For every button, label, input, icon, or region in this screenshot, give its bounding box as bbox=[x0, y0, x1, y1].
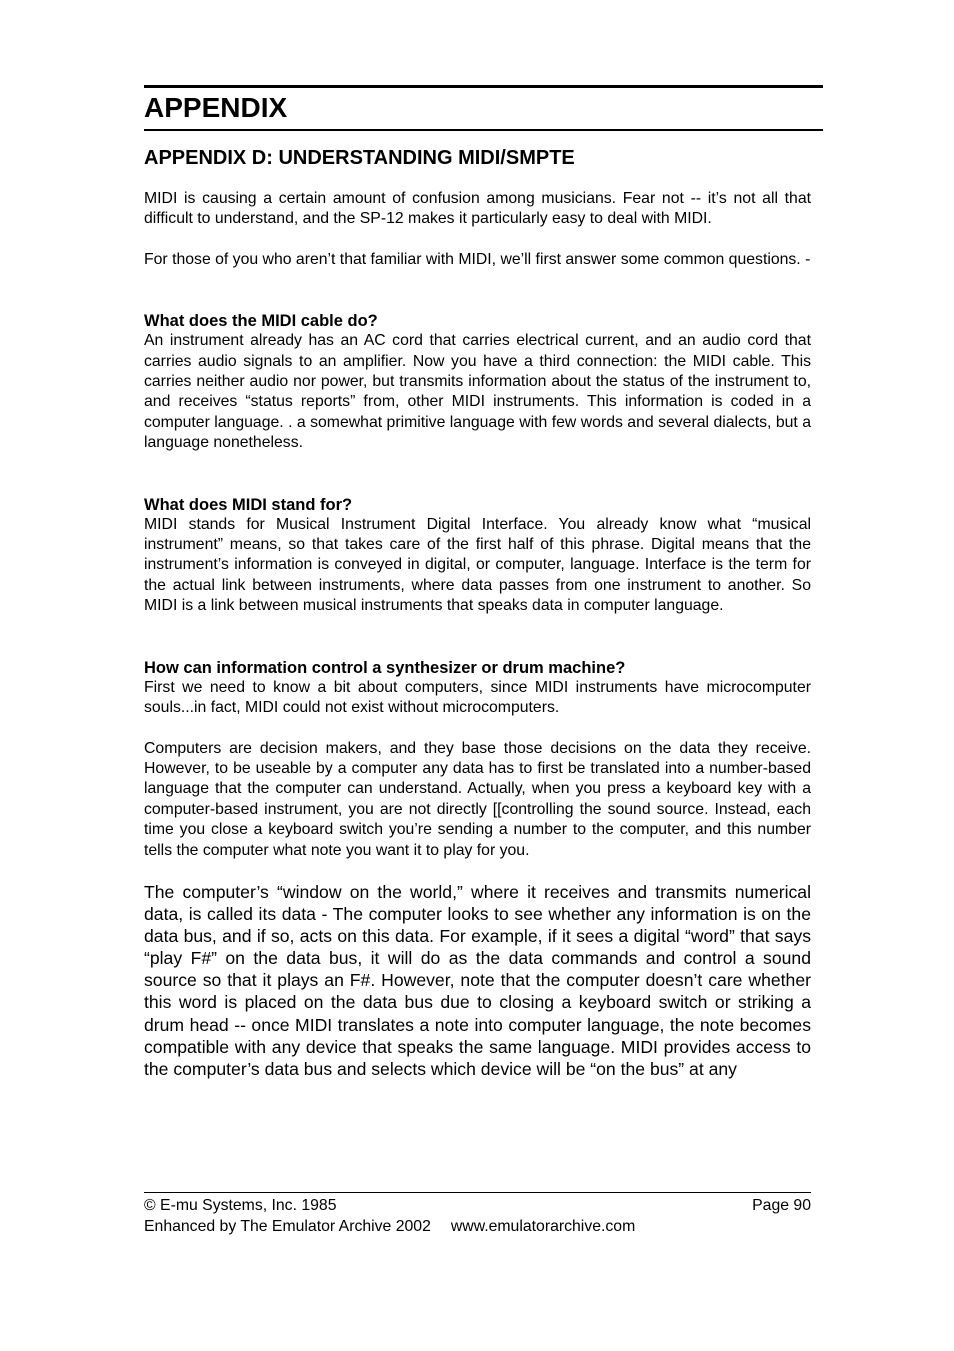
page-number: Page 90 bbox=[752, 1197, 811, 1214]
chapter-title: APPENDIX bbox=[144, 92, 288, 123]
title-rule bbox=[144, 129, 823, 131]
question-heading: What does the MIDI cable do? bbox=[144, 312, 378, 331]
page-body bbox=[144, 145, 811, 1080]
website-text: www.emulatorarchive.com bbox=[450, 1217, 636, 1235]
answer-paragraph: An instrument already has an AC cord that carries electrical current, and an audio cord that carries audio signals to an amplifier. Now you have a third connection: the MIDI cable. This carries neither audio nor power, but transmits information about the status of the instrument to, and receives “status reports” from, other MIDI instruments. This information is coded in a computer language. . a somewhat primitive language with few words and several dialects, but a language nonetheless. bbox=[144, 332, 811, 452]
answer-paragraph: First we need to know a bit about computers, since MIDI instruments have microcomputer souls...in fact, MIDI could not exist without microcomputers. bbox=[144, 678, 811, 717]
section-title: APPENDIX D: UNDERSTANDING MIDI/SMPTE bbox=[144, 147, 575, 169]
answer-paragraph: Computers are decision makers, and they base those decisions on the data they receive. However, to be useable by a computer any data has to first be translated into a number-based language that the computer can understand. Actually, when you press a keyboard key with a computer-based instrument, you are not directly [[controlling the sound source. Instead, each time you close a keyboard switch you’re sending a number to the computer, and this number tells the computer what note you want it to play for you. bbox=[144, 739, 811, 859]
footer-rule bbox=[144, 1192, 811, 1193]
question-heading: How can information control a synthesizer or drum machine? bbox=[144, 658, 626, 677]
top-rule bbox=[144, 85, 823, 88]
question-heading: What does MIDI stand for? bbox=[144, 495, 353, 514]
faq-section bbox=[144, 495, 811, 617]
faq-section bbox=[144, 311, 811, 453]
copyright-text: © E-mu Systems, Inc. 1985 bbox=[144, 1197, 337, 1214]
faq-section bbox=[144, 658, 811, 1080]
answer-paragraph: MIDI stands for Musical Instrument Digital Interface. You already know what “musical instrument” means, so that takes care of the first half of this phrase. Digital means that the instrument’s information is conveyed in digital, or computer, language. Interface is the term for the actual link between instruments, where data passes from one instrument to another. So MIDI is a link between musical instruments that speaks data in computer language. bbox=[144, 515, 811, 615]
enhanced-by-text: Enhanced by The Emulator Archive 2002 bbox=[144, 1217, 431, 1235]
page-footer bbox=[144, 1196, 811, 1237]
intro-paragraph: MIDI is causing a certain amount of confusion among musicians. Fear not -- it’s not all that difficult to understand, and the SP-12 makes it particularly easy to deal with MIDI. bbox=[144, 190, 811, 228]
answer-paragraph-large: The computer’s “window on the world,” where it receives and transmits numerical data, is called its data - The computer looks to see whether any information is on the data bus, and if so, acts on this data. For example, if it sees a digital “word” that says “play F#” on the data bus, it will do as the data commands and control a sound source so that it plays an F#. However, note that the computer doesn’t care whether this word is placed on the data bus due to closing a keyboard switch or striking a drum head -- once MIDI translates a note into computer language, the note becomes compatible with any device that speaks the same language. MIDI provides access to the computer’s data bus and selects which device will be “on the bus” at any bbox=[144, 881, 811, 1079]
intro-paragraph: For those of you who aren’t that familiar with MIDI, we’ll first answer some common questions. - bbox=[144, 250, 811, 268]
